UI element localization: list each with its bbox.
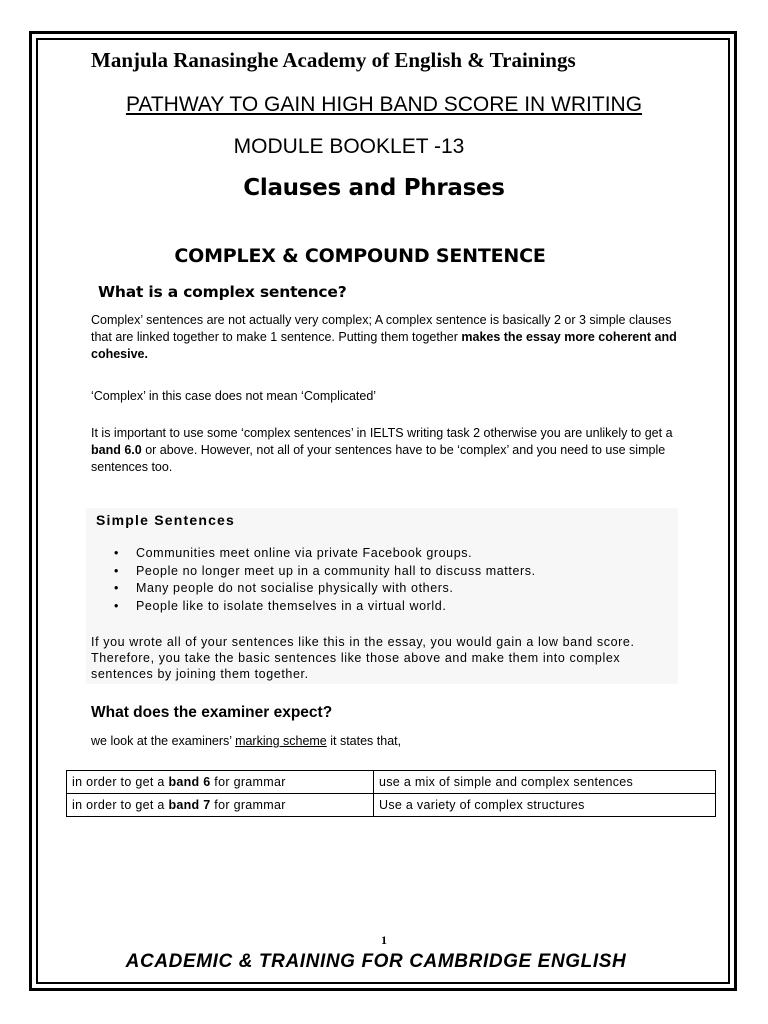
- complex-definition-paragraph: Complex’ sentences are not actually very complex; A complex sentence is basically 2 or 3 simple clauses that are linked together to make 1 sentence. Putting them together makes the essay more coherent and cohesive.: [91, 313, 677, 361]
- table-cell-expectation: Use a variety of complex structures: [374, 794, 716, 817]
- module-heading: MODULE BOOKLET -13: [233, 135, 465, 158]
- examiner-intro-paragraph: we look at the examiners’ marking scheme it states that,: [91, 734, 402, 748]
- complex-definition-emphasis: makes the essay more coherent and cohesive.: [91, 330, 677, 361]
- ielts-importance-paragraph: It is important to use some ‘complex sentences’ in IELTS writing task 2 otherwise you are unlikely to get a band 6.0 or above. However, not all of your sentences have to be ‘complex’ and you need to use simple sentences too.: [91, 426, 673, 474]
- simple-sentences-list: [112, 545, 536, 615]
- table-cell-requirement: in order to get a band 6 for grammar: [67, 771, 374, 794]
- table-row: [67, 771, 716, 794]
- pathway-heading: PATHWAY TO GAIN HIGH BAND SCORE IN WRITING: [125, 93, 643, 116]
- footer-banner: ACADEMIC & TRAINING FOR CAMBRIDGE ENGLISH: [125, 951, 627, 972]
- grammar-band-table: [66, 770, 716, 817]
- table-cell-expectation: use a mix of simple and complex sentences: [374, 771, 716, 794]
- academy-title: Manjula Ranasinghe Academy of English & Trainings: [91, 48, 576, 72]
- page-number: 1: [381, 933, 387, 947]
- examiner-question-heading: What does the examiner expect?: [91, 704, 333, 721]
- marking-scheme-link[interactable]: marking scheme: [235, 734, 327, 748]
- list-item: • Communities meet online via private Facebook groups.: [112, 545, 536, 563]
- list-item: • People like to isolate themselves in a virtual world.: [112, 598, 536, 616]
- complex-question-heading: What is a complex sentence?: [98, 283, 347, 301]
- table-cell-requirement: in order to get a band 7 for grammar: [67, 794, 374, 817]
- table-row: [67, 794, 716, 817]
- section-title: COMPLEX & COMPOUND SENTENCE: [174, 245, 546, 267]
- simple-sentences-heading: Simple Sentences: [96, 512, 236, 528]
- band-score-emphasis: band 6.0: [91, 443, 142, 457]
- simple-sentences-paragraph: If you wrote all of your sentences like this in the essay, you would gain a low band score. Therefore, you take the basic sentences like those above and make them into complex sentences by joining them together.: [91, 635, 635, 681]
- topic-heading: Clauses and Phrases: [243, 175, 505, 201]
- list-item: • People no longer meet up in a community hall to discuss matters.: [112, 563, 536, 581]
- list-item: • Many people do not socialise physically with others.: [112, 580, 536, 598]
- complex-meaning-paragraph: ‘Complex’ in this case does not mean ‘Complicated’: [91, 389, 377, 403]
